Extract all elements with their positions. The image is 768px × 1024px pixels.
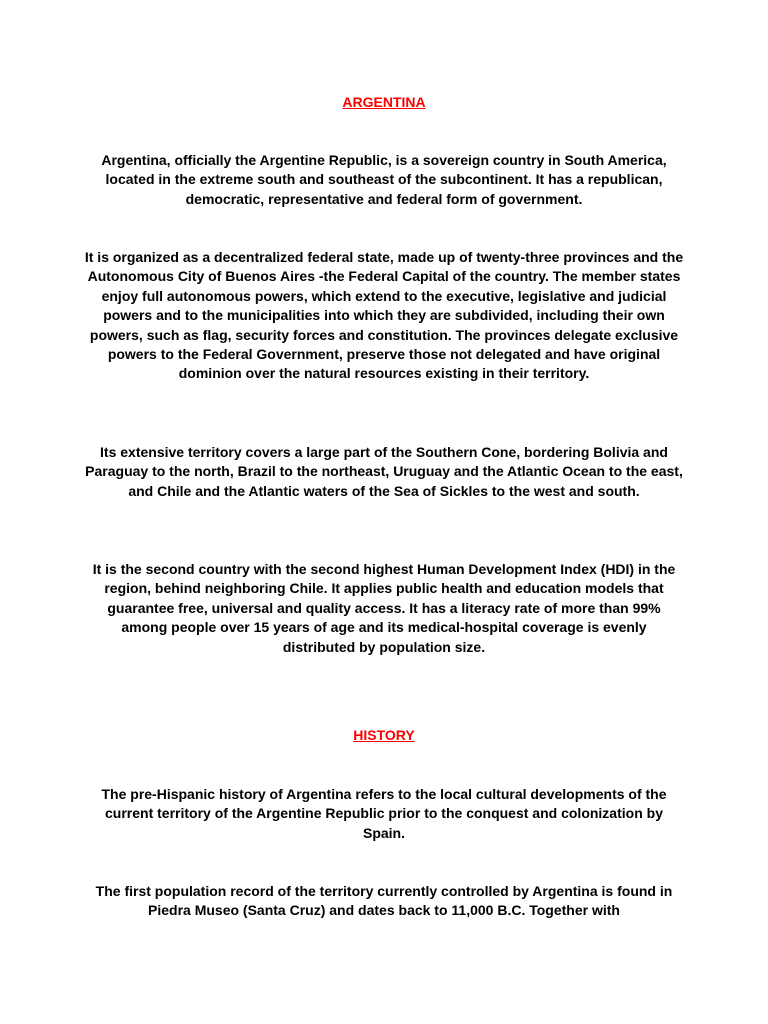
section-heading-argentina: ARGENTINA [342, 94, 426, 110]
paragraph-intro: Argentina, officially the Argentine Republic, is a sovereign country in South America, located in the extreme south and southeast of the subcontinent. It has a republican, democratic, representative and federal form of government. [101, 152, 667, 207]
paragraph-organization: It is organized as a decentralized federal state, made up of twenty-three provinces and the Autonomous City of Buenos Aires -the Federal Capital of the country. The member states enjoy full autonomous powers, which extend to the executive, legislative and judicial powers and to the municipalities into which they are subdivided, including their own powers, such as flag, security forces and constitution. The provinces delegate exclusive powers to the Federal Government, preserve those not delegated and have original dominion over the natural resources existing in their territory. [84, 249, 684, 382]
paragraph-hdi: It is the second country with the second highest Human Development Index (HDI) in the region, behind neighboring Chile. It applies public health and education models that guarantee free, universal and quality access. It has a literacy rate of more than 99% among people over 15 years of age and its medical-hospital coverage is evenly distributed by population size. [92, 561, 676, 655]
section-heading-history: HISTORY [353, 727, 415, 743]
paragraph-territory: Its extensive territory covers a large part of the Southern Cone, bordering Bolivia and Paraguay to the north, Brazil to the northeast, Uruguay and the Atlantic Ocean to the east, and Chile and the Atlantic waters of the Sea of Sickles to the west and south. [85, 444, 683, 499]
paragraph-pre-hispanic: The pre-Hispanic history of Argentina refers to the local cultural developments of the current territory of the Argentine Republic prior to the conquest and colonization by Spain. [101, 786, 667, 841]
paragraph-first-population: The first population record of the territory currently controlled by Argentina is found in Piedra Museo (Santa Cruz) and dates back to 11,000 B.C. Together with [95, 883, 673, 919]
